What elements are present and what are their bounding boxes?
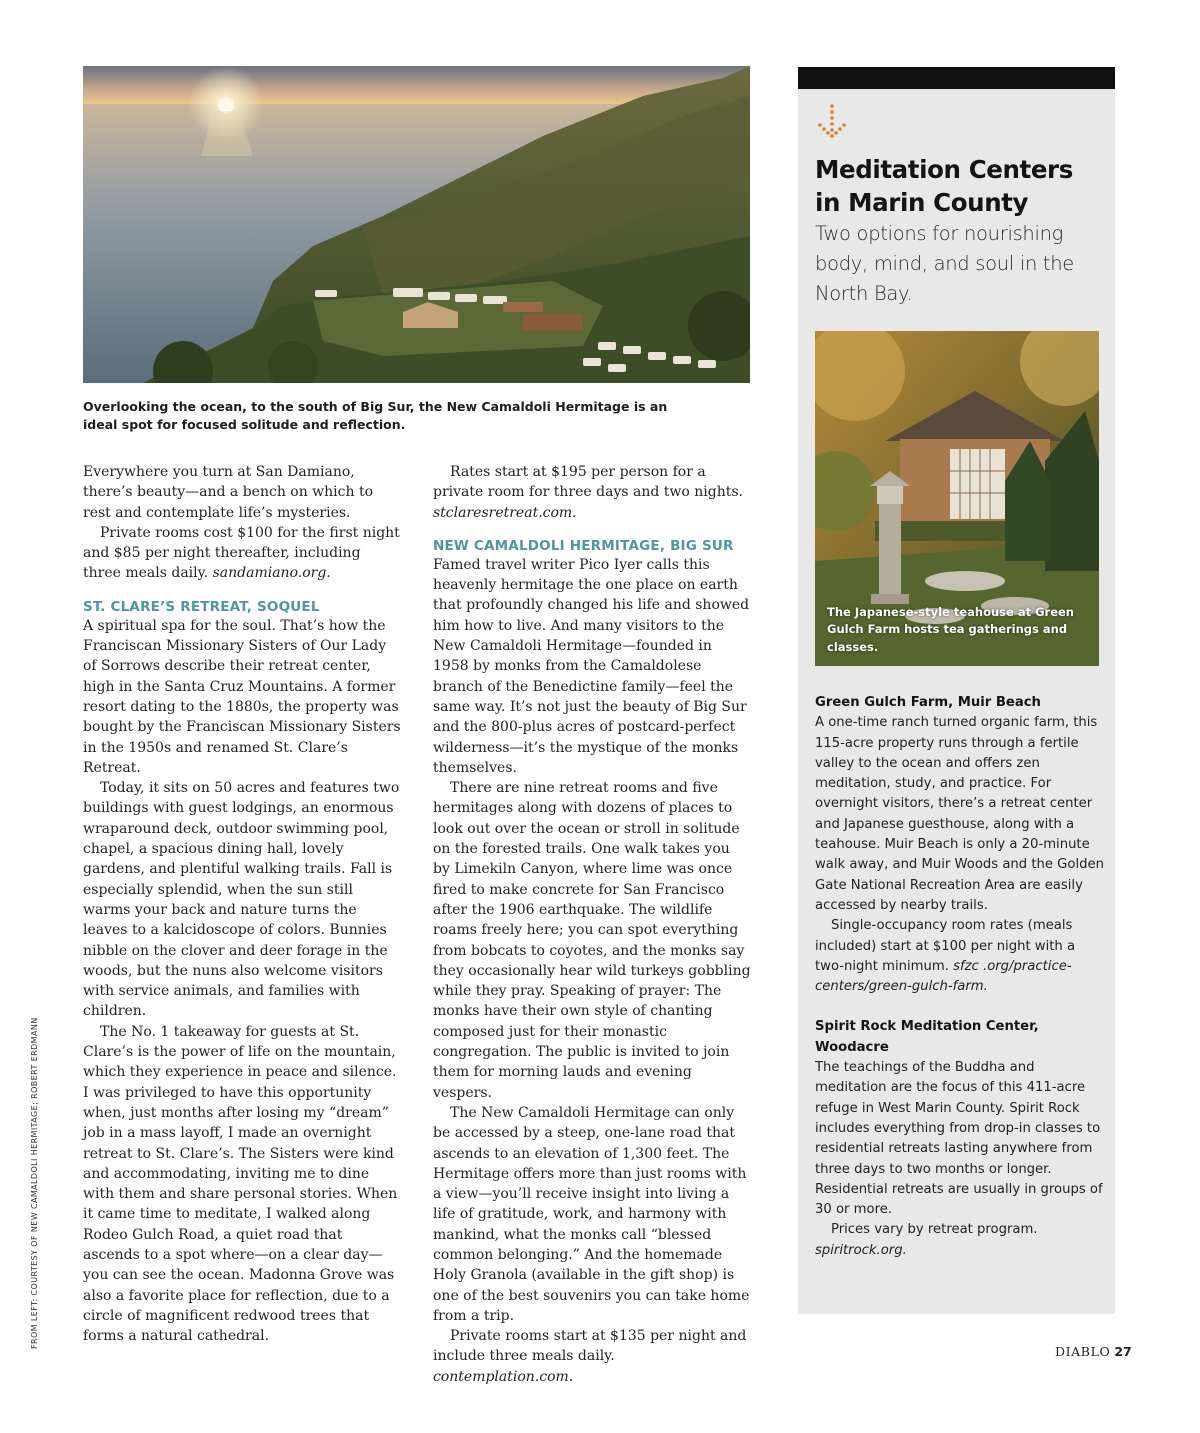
- left-para-1: Everywhere you turn at San Damiano, there’s beauty—and a bench on which to rest and contemplate life’s mysteries.: [83, 464, 374, 521]
- sfzc-link[interactable]: sfzc .org/practice-centers/green-gulch-farm.: [815, 958, 1072, 995]
- main-photo: [83, 66, 750, 383]
- left-para-2: Private rooms cost $100 for the first night and $85 per night thereafter, including three meals daily. sandamiano.org.: [83, 524, 400, 582]
- mid-para-2: Famed travel writer Pico Iyer calls this heavenly hermitage the one place on earth that profoundly changed his life and showed him how to live. And many visitors to the New Camaldoli Hermitage—founded in 1958 by monks from the Camaldolese branch of the Benedictine family—feel the same way. It’s not just the beauty of Big Sur and the 800-plus acres of postcard-perfect wilderness—it’s the mystique of the monks themselves.: [433, 556, 750, 776]
- left-para-3: A spiritual spa for the soul. That’s how the Franciscan Missionary Sisters of Our Lady of Sorrows describe their retreat center, high in the Santa Cruz Mountains. A former resort dating to the 1880s, the property was bought by the Franciscan Missionary Sisters in the 1950s and renamed St. Clare’s Retreat.: [83, 617, 401, 776]
- contemplation-link[interactable]: contemplation.com.: [433, 1368, 574, 1385]
- folio: [1055, 1344, 1132, 1359]
- left-para-4: Today, it sits on 50 acres and features two buildings with guest lodgings, an enormous wraparound deck, outdoor swimming pool, chapel, a spacious dining hall, lovely gardens, and plentiful walking trails. Fall is especially splendid, when the sun still warms your back and nature turns the leaves to a kalcidoscope of colors. Bunnies nibble on the clover and deer forage in the woods, but the nuns also welcome visitors with service animals, and families with children.: [83, 780, 400, 1020]
- mid-para-5: Private rooms start at $135 per night and include three meals daily. contemplation.com.: [433, 1328, 747, 1385]
- sidebar-dek: Two options for nourishing body, mind, and soul in the North Bay.: [815, 222, 1074, 305]
- spirit-rock-para-2: Prices vary by retreat program. spiritrock.org.: [815, 1222, 1038, 1258]
- magazine-name: DIABLO: [1055, 1344, 1111, 1359]
- sidebar: [798, 67, 1115, 1314]
- spirit-rock-para-1: The teachings of the Buddha and meditation are the focus of this 411-acre refuge in West Marin County. Spirit Rock includes everything from drop-in classes to residential retreats lasting anywhere from three days to two months or longer. Residential retreats are usually in groups of 30 or more.: [815, 1060, 1103, 1218]
- green-gulch-para-2: Single-occupancy room rates (meals included) start at $100 per night with a two-night minimum. sfzc .org/practice-centers/green-gulch-farm.: [815, 918, 1076, 995]
- teahouse-caption: The Japanese-style teahouse at Green Gulch Farm hosts tea gatherings and classes.: [827, 604, 1074, 654]
- teahouse-photo: [815, 331, 1099, 666]
- sidebar-body: [815, 693, 1107, 1261]
- stclares-link[interactable]: stclaresretreat.com.: [433, 504, 577, 521]
- page-number: 27: [1114, 1344, 1132, 1359]
- mid-para-1: Rates start at $195 per person for a private room for three days and two nights. stclaresretreat.com.: [433, 464, 743, 521]
- subhead-new-camaldoli: NEW CAMALDOLI HERMITAGE, BIG SUR: [433, 537, 734, 554]
- subhead-st-clares: ST. CLARE’S RETREAT, SOQUEL: [83, 598, 320, 615]
- green-gulch-heading: Green Gulch Farm, Muir Beach: [815, 695, 1041, 710]
- mid-para-3: There are nine retreat rooms and five hermitages along with dozens of places to look out over the ocean or stroll in solitude on the forested trails. One walk takes you by Limekiln Canyon, where lime was once fired to make concrete for San Francisco after the 1906 earthquake. The wildlife roams freely here; you can spot everything from bobcats to coyotes, and the monks say they occasionally hear wild turkeys gobbling while they pray. Speaking of prayer: The monks have their own style of chanting composed just for their monastic congregation. The public is invited to join them for morning lauds and evening vespers.: [433, 780, 751, 1101]
- main-photo-illustration: [83, 66, 750, 383]
- middle-column: [433, 462, 751, 1387]
- sidebar-title: Meditation Centers in Marin County: [815, 155, 1073, 217]
- spiritrock-link[interactable]: spiritrock.org.: [815, 1242, 907, 1258]
- dotted-arrow-down-icon: [816, 103, 848, 143]
- left-para-5: The No. 1 takeaway for guests at St. Clare’s is the power of life on the mountain, which they experience in peace and silence. I was privileged to have this opportunity when, just months after losing my “dream” job in a mass layoff, I made an overnight retreat to St. Clare’s. The Sisters were kind and accommodating, inviting me to dine with them and share personal stories. When it came time to meditate, I walked along Rodeo Gulch Road, a quiet road that ascends to a spot where—on a clear day—you can see the ocean. Madonna Grove was also a favorite place for reflection, due to a circle of magnificent redwood trees that forms a natural cathedral.: [83, 1023, 398, 1345]
- left-column: [83, 462, 401, 1346]
- green-gulch-para-1: A one-time ranch turned organic farm, this 115-acre property runs through a fertile valley to the ocean and offers zen meditation, study, and practice. For overnight visitors, there’s a retreat center and Japanese guesthouse, along with a teahouse. Muir Beach is only a 20-minute walk away, and Muir Woods and the Golden Gate National Recreation Area are easily accessed by nearby trails.: [815, 715, 1104, 913]
- mid-para-4: The New Camaldoli Hermitage can only be accessed by a steep, one-lane road that ascends to an elevation of 1,300 feet. The Hermitage offers more than just rooms with a view—you’ll receive insight into living a life of gratitude, work, and harmony with mankind, what the monks call “blessed common belonging.” And the homemade Holy Granola (available in the gift shop) is one of the best souvenirs you can take home from a trip.: [433, 1104, 750, 1324]
- spirit-rock-heading: Spirit Rock Meditation Center, Woodacre: [815, 1019, 1039, 1055]
- sandamiano-link[interactable]: sandamiano.org.: [212, 565, 331, 582]
- main-photo-caption: Overlooking the ocean, to the south of Big Sur, the New Camaldoli Hermitage is an ideal spot for focused solitude and reflection.: [83, 399, 668, 432]
- sidebar-top-bar: [798, 67, 1115, 89]
- photo-credit: FROM LEFT: COURTESY OF NEW CAMALDOLI HERMITAGE; ROBERT ERDMANN: [30, 1017, 39, 1349]
